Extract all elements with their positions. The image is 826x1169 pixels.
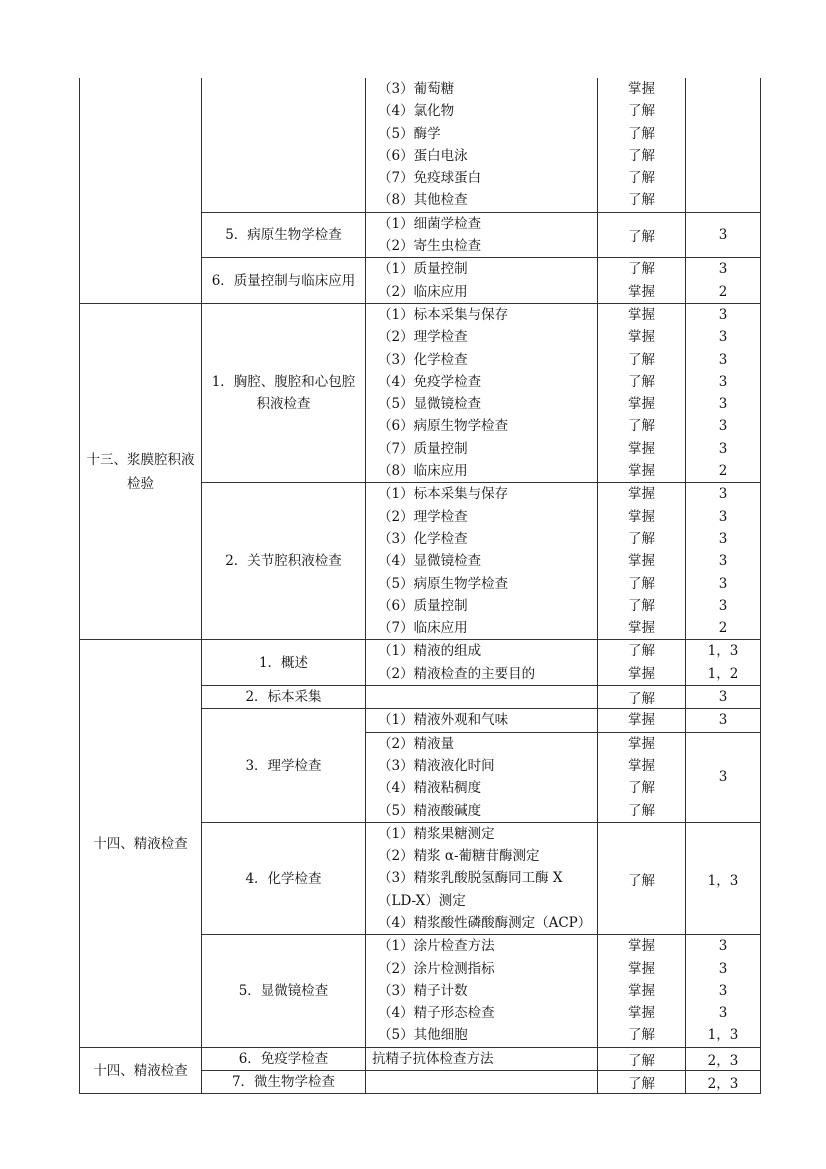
unit-cell-continued [80,78,202,303]
level-value: 2 [718,283,728,300]
topic-label: 4．化学检查 [245,870,322,887]
content-line: （5）酶学 [378,125,441,142]
requirement-cell [598,935,686,1047]
topic-cell [202,483,366,640]
content-line: （2）寄生虫检查 [378,238,482,255]
topic-cell [202,709,366,822]
requirement-value: 掌握 [628,553,655,570]
requirement-cell [598,78,686,212]
content-line: （3）化学检查 [378,351,468,368]
content-line: （5）其他细胞 [378,1027,468,1044]
topic-cell [202,1047,366,1070]
requirement-value: 了解 [598,822,686,934]
table-row [80,1047,761,1070]
requirement-value: 了解 [628,530,655,547]
level-value: 3 [718,960,728,977]
content-line: （LD-X）测定 [378,892,466,909]
requirement-value: 了解 [628,418,655,435]
content-line: （1）涂片检查方法 [378,938,495,955]
requirement-value: 了解 [628,170,655,187]
content-line: （1）标本采集与保存 [378,306,509,323]
level-value: 3 [718,553,728,570]
content-line: （1）标本采集与保存 [378,486,509,503]
requirement-cell [598,709,686,732]
requirement-value: 了解 [628,643,655,660]
level-value: 2，3 [686,1047,761,1070]
topic-cell [202,686,366,709]
content-line: （8）临床应用 [378,463,468,480]
requirement-cell [598,640,686,686]
requirement-value: 了解 [598,1071,686,1094]
requirement-value: 掌握 [628,665,655,682]
content-cell [366,732,598,822]
topic-label: 7．微生物学检查 [231,1074,336,1091]
unit-cell [80,303,202,639]
requirement-value: 了解 [628,125,655,142]
level-value: 3 [718,373,728,390]
level-cell [686,258,761,304]
content-line: （1）质量控制 [378,261,468,278]
content-line: （5）精液酸碱度 [378,802,482,819]
requirement-value: 掌握 [628,735,655,752]
level-value: 3 [686,732,761,822]
content-cell [366,78,598,212]
level-value: 3 [718,982,728,999]
syllabus-table [79,78,761,1094]
level-value: 3 [718,508,728,525]
requirement-cell [598,483,686,640]
level-cell [686,483,761,640]
topic-label: 1．胸腔、腹腔和心包腔积液检查 [211,374,356,413]
level-cell [686,709,761,732]
topic-label: 6．免疫学检查 [238,1050,329,1067]
table-row [80,303,761,482]
content-line: （7）质量控制 [378,440,468,457]
content-line: （2）精液量 [378,735,455,752]
level-value: 3 [718,712,728,729]
unit-cell [80,1047,202,1094]
content-cell [366,686,598,709]
content-line: （8）其他检查 [378,192,468,209]
level-value: 2，3 [686,1071,761,1094]
content-line: （3）精液液化时间 [378,757,495,774]
content-line: （7）临床应用 [378,620,468,637]
requirement-value: 掌握 [628,396,655,413]
content-line: （2）精液检查的主要目的 [378,665,536,682]
content-cell [366,640,598,686]
requirement-value: 了解 [628,192,655,209]
level-value: 3 [718,938,728,955]
unit-label: 十三、浆膜腔积液检验 [86,451,195,492]
requirement-value: 了解 [598,1047,686,1070]
unit-cell [80,640,202,1047]
content-cell [366,303,598,482]
topic-cell [202,935,366,1047]
content-line: （5）病原生物学检查 [378,575,509,592]
content-cell [366,1047,598,1070]
unit-label: 十四、精液检查 [93,835,188,852]
level-value: 3 [686,686,761,709]
content-line: （2）理学检查 [378,508,468,525]
content-line [366,686,597,708]
level-value: 3 [718,261,728,278]
topic-label: 1．概述 [258,654,309,671]
content-line: （1）精浆果糖测定 [378,825,495,842]
requirement-value: 了解 [598,686,686,709]
level-value: 2 [718,463,728,480]
table-row [80,640,761,686]
content-cell [366,1071,598,1094]
topic-label: 2．标本采集 [245,689,322,706]
requirement-value: 掌握 [628,960,655,977]
content-line: （6）蛋白电泳 [378,147,468,164]
requirement-value: 了解 [628,1027,655,1044]
requirement-value: 掌握 [628,938,655,955]
requirement-value: 了解 [628,147,655,164]
requirement-cell [598,303,686,482]
content-line: （2）精浆 α-葡糖苷酶测定 [378,848,540,865]
requirement-cell [598,258,686,304]
requirement-value: 了解 [628,802,655,819]
topic-label: 5．病原生物学检查 [225,227,342,244]
requirement-value: 了解 [628,261,655,278]
level-value: 3 [718,329,728,346]
topic-cell [202,212,366,258]
table-row [80,78,761,212]
requirement-value: 掌握 [628,306,655,323]
content-line: （6）病原生物学检查 [378,418,509,435]
content-line: （5）显微镜检查 [378,396,482,413]
content-line: （2）临床应用 [378,283,468,300]
topic-cell [202,1071,366,1094]
level-value: 2 [718,620,728,637]
topic-label: 2．关节腔积液检查 [225,553,342,570]
level-value: 3 [686,212,761,258]
level-value: 1，3 [707,643,739,660]
content-line: （1）精液的组成 [378,643,482,660]
level-value: 3 [718,530,728,547]
content-line: （4）氯化物 [378,103,455,120]
requirement-value: 掌握 [628,712,655,729]
level-value: 1，3 [707,1027,739,1044]
requirement-value: 掌握 [628,81,655,97]
topic-cell [202,258,366,304]
content-line: 抗精子抗体检查方法 [372,1050,494,1067]
requirement-value: 掌握 [628,440,655,457]
requirement-value: 了解 [628,351,655,368]
level-value: 1，2 [707,665,739,682]
level-value: 3 [718,440,728,457]
content-line: （6）质量控制 [378,597,468,614]
content-line: （1）细菌学检查 [378,215,482,232]
topic-cell-continued [202,78,366,212]
content-line [366,1071,597,1093]
topic-label: 3．理学检查 [245,757,322,774]
content-cell [366,935,598,1047]
requirement-value: 了解 [628,575,655,592]
content-line: （4）精子形态检查 [378,1005,495,1022]
requirement-value: 掌握 [628,757,655,774]
level-value: 3 [718,486,728,503]
level-cell [686,935,761,1047]
content-cell [366,212,598,258]
requirement-value: 了解 [598,212,686,258]
requirement-value: 掌握 [628,486,655,503]
requirement-value: 了解 [628,597,655,614]
requirement-value: 掌握 [628,620,655,637]
requirement-value: 掌握 [628,508,655,525]
topic-label: 6．质量控制与临床应用 [211,272,356,289]
requirement-value: 掌握 [628,283,655,300]
content-line: （3）精浆乳酸脱氢酶同工酶 X [378,870,563,887]
level-value: 1，3 [686,822,761,934]
content-line: （2）理学检查 [378,329,468,346]
requirement-value: 了解 [628,780,655,797]
topic-cell [202,303,366,482]
level-value: 3 [718,396,728,413]
topic-cell [202,822,366,934]
content-line: （2）涂片检测指标 [378,960,495,977]
requirement-cell [598,732,686,822]
topic-label: 5．显微镜检查 [238,983,329,1000]
content-line: （4）精浆酸性磷酸酶测定（ACP） [378,914,592,931]
content-line: （7）免疫球蛋白 [378,170,482,187]
content-cell [366,483,598,640]
topic-cell [202,640,366,686]
requirement-value: 了解 [628,103,655,120]
requirement-value: 掌握 [628,982,655,999]
level-value: 3 [718,418,728,435]
unit-label: 十四、精液检查 [93,1062,188,1079]
level-cell [686,303,761,482]
level-value: 3 [718,597,728,614]
content-cell [366,258,598,304]
requirement-value: 掌握 [628,463,655,480]
level-value: 3 [718,306,728,323]
requirement-value: 了解 [628,373,655,390]
content-line: （3）精子计数 [378,982,468,999]
content-line: （3）化学检查 [378,530,468,547]
requirement-value: 掌握 [628,1005,655,1022]
content-line: （4）精液粘稠度 [378,780,482,797]
level-value: 3 [718,1005,728,1022]
content-line: （1）精液外观和气味 [378,712,509,729]
level-cell [686,640,761,686]
content-line: （4）免疫学检查 [378,373,482,390]
level-value: 3 [718,575,728,592]
level-value: 3 [718,351,728,368]
level-cell [686,78,761,212]
content-line: （4）显微镜检查 [378,553,482,570]
requirement-value: 掌握 [628,329,655,346]
content-cell [366,822,598,934]
content-line: （3）葡萄糖 [378,81,455,97]
content-cell [366,709,598,732]
